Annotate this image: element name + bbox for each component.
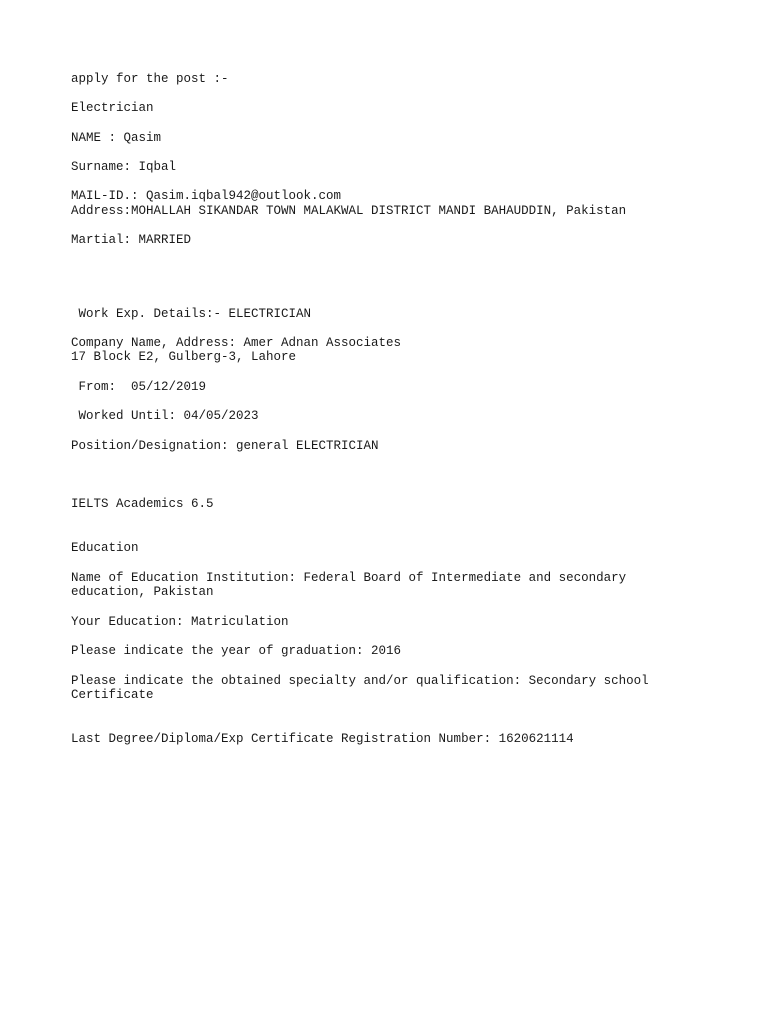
surname-line: Surname: Iqbal (71, 160, 177, 174)
apply-for-label: apply for the post :- (71, 72, 229, 86)
company-line-1: Company Name, Address: Amer Adnan Associates (71, 336, 402, 350)
name-line: NAME : Qasim (71, 131, 162, 145)
marital-line: Martial: MARRIED (71, 233, 192, 247)
worked-until-line: Worked Until: 04/05/2023 (71, 409, 259, 423)
institution-line-1: Name of Education Institution: Federal Board of Intermediate and secondary (71, 571, 627, 585)
post-title: Electrician (71, 101, 154, 115)
education-heading: Education (71, 541, 139, 555)
position-line: Position/Designation: general ELECTRICIAN (71, 439, 379, 453)
specialty-line-1: Please indicate the obtained specialty and/or qualification: Secondary school (71, 674, 649, 688)
company-line-2: 17 Block E2, Gulberg-3, Lahore (71, 350, 297, 364)
graduation-year-line: Please indicate the year of graduation: 2016 (71, 644, 402, 658)
institution-line-2: education, Pakistan (71, 585, 214, 599)
registration-number-line: Last Degree/Diploma/Exp Certificate Registration Number: 1620621114 (71, 732, 574, 746)
specialty-line-2: Certificate (71, 688, 154, 702)
your-education-line: Your Education: Matriculation (71, 615, 289, 629)
work-exp-heading: Work Exp. Details:- ELECTRICIAN (71, 307, 312, 321)
mail-line: MAIL-ID.: Qasim.iqbal942@outlook.com (71, 189, 342, 203)
ielts-line: IELTS Academics 6.5 (71, 497, 214, 511)
address-line: Address:MOHALLAH SIKANDAR TOWN MALAKWAL DISTRICT MANDI BAHAUDDIN, Pakistan (71, 204, 627, 218)
from-date-line: From: 05/12/2019 (71, 380, 207, 394)
